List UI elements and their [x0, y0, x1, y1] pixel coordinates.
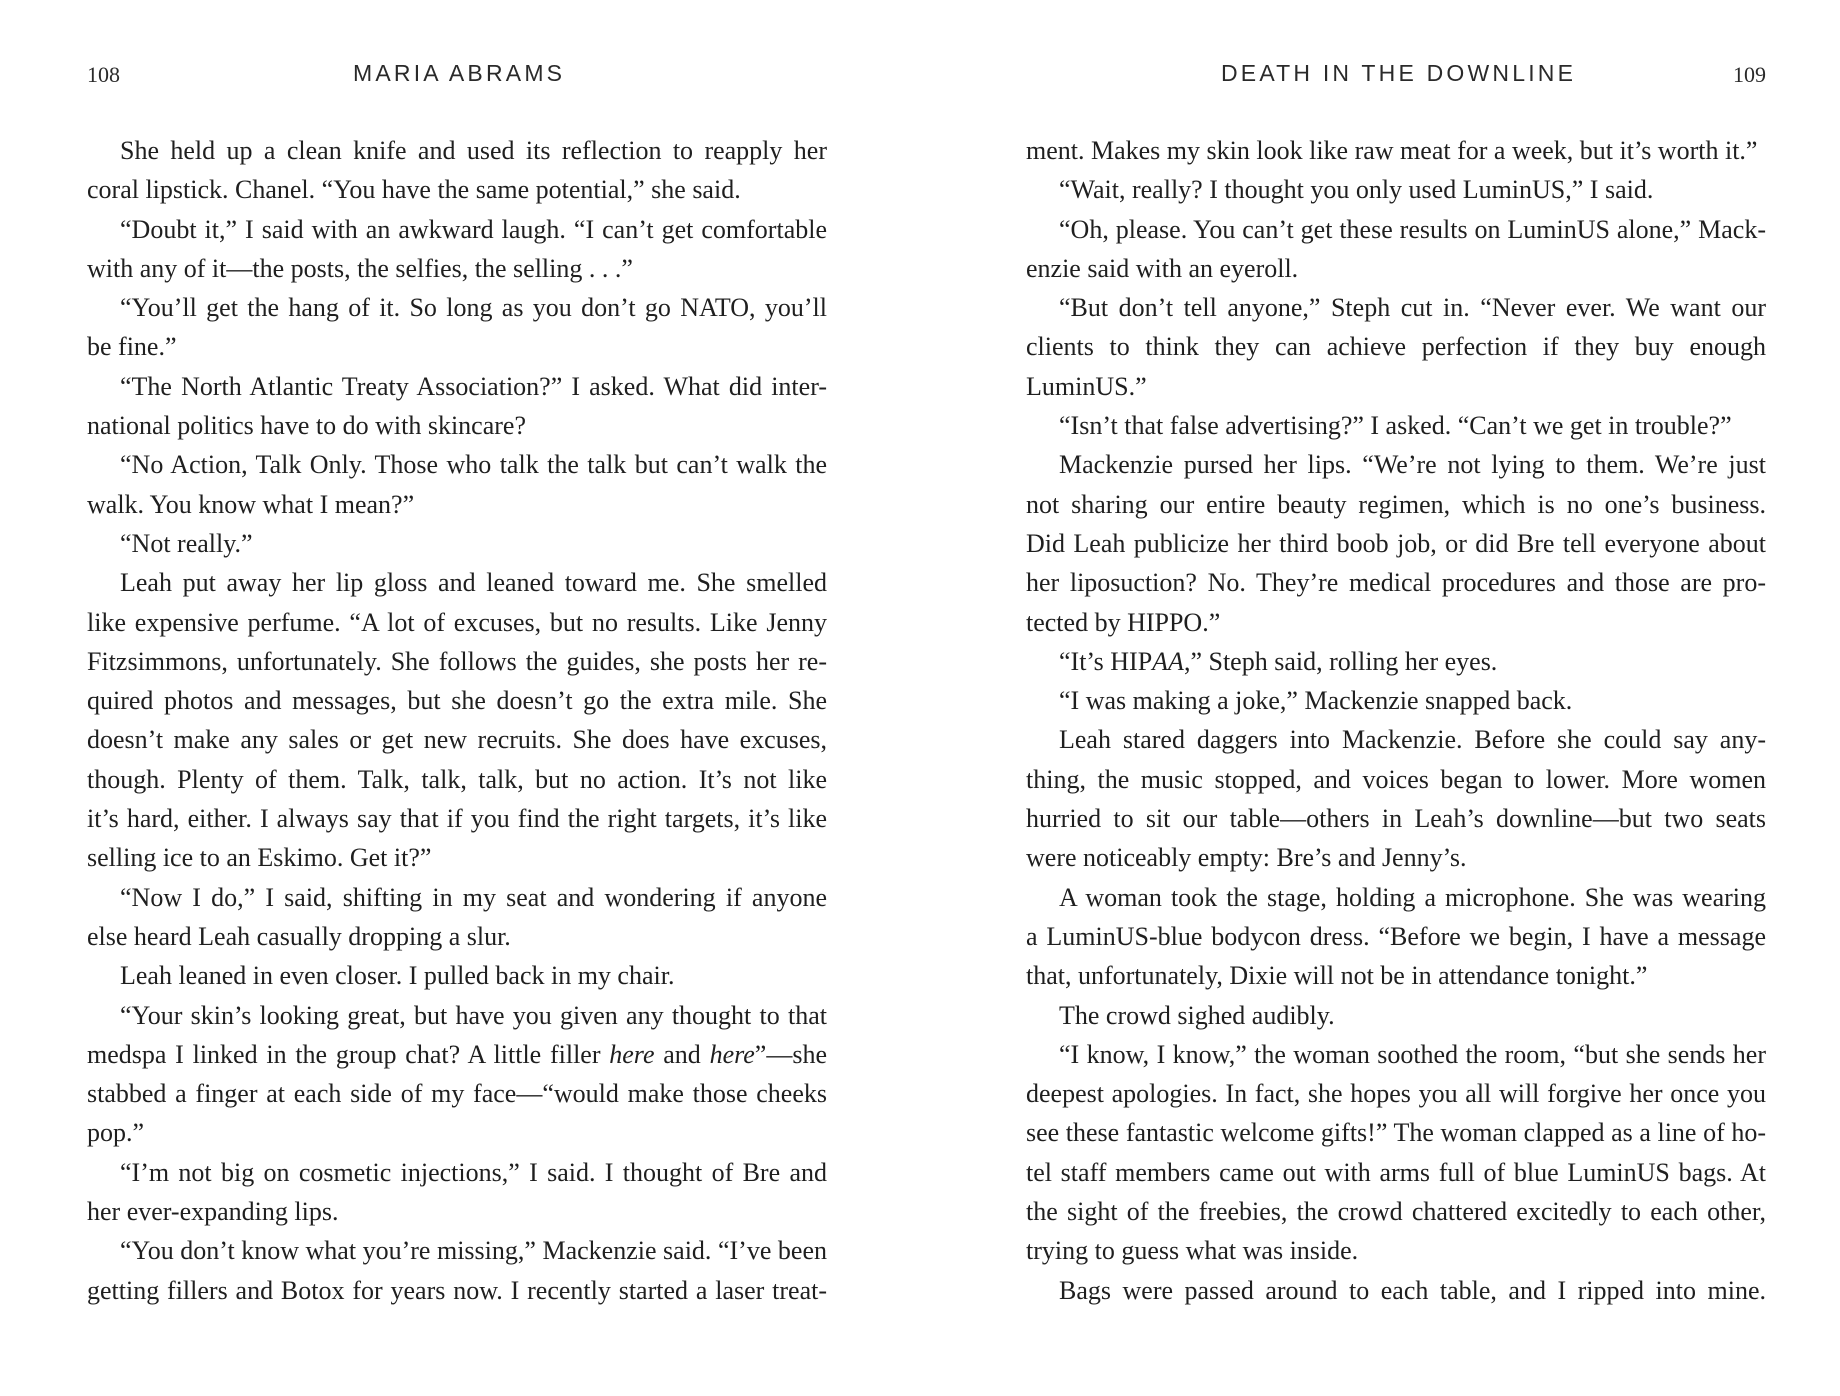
text-line: “I was making a joke,” Mackenzie snapped back. [1059, 686, 1573, 716]
text-line: Did Leah publicize her third boob job, or did Bre tell everyone about [1026, 528, 1766, 558]
text-line: “Isn’t that false advertising?” I asked. “Can’t we get in trouble?” [1059, 411, 1732, 441]
text-line: deepest apologies. In fact, she hopes you all will forgive her once you [1026, 1079, 1766, 1109]
text-line: pop.” [87, 1118, 145, 1148]
text-line: “Oh, please. You can’t get these results on LuminUS alone,” Mack- [1059, 214, 1766, 244]
text-line: with any of it—the posts, the selfies, the selling . . .” [87, 253, 633, 283]
text-line: Leah put away her lip gloss and leaned toward me. She smelled [120, 568, 827, 598]
text-line: see these fantastic welcome gifts!” The woman clapped as a line of ho- [1026, 1118, 1766, 1148]
text-line: “You don’t know what you’re missing,” Mackenzie said. “I’ve been [120, 1236, 827, 1266]
text-line: “Doubt it,” I said with an awkward laugh. “I can’t get comfortable [120, 214, 827, 244]
text-line: tel staff members came out with arms full of blue LuminUS bags. At [1026, 1157, 1766, 1187]
text-line: ment. Makes my skin look like raw meat for a week, but it’s worth it.” [1026, 136, 1758, 165]
text-line: tected by HIPPO.” [1026, 607, 1221, 637]
text-line: selling ice to an Eskimo. Get it?” [87, 843, 432, 873]
line-segment: ”—she [754, 1039, 827, 1069]
author-running-head: MARIA ABRAMS [353, 60, 566, 86]
text-line: Fitzsimmons, unfortunately. She follows the guides, she posts her re- [87, 646, 827, 676]
text-line: Mackenzie pursed her lips. “We’re not lying to them. We’re just [1059, 450, 1766, 480]
text-line: “Your skin’s looking great, but have you given any thought to that [120, 1000, 827, 1030]
text-line: not sharing our entire beauty regimen, which is no one’s business. [1026, 489, 1766, 519]
text-line: were noticeably empty: Bre’s and Jenny’s. [1026, 843, 1467, 873]
left-running-head [87, 56, 827, 96]
right-running-head [1026, 56, 1766, 96]
line-segment: medspa I linked in the group chat? A little filler [87, 1039, 610, 1069]
text-line: “You’ll get the hang of it. So long as you don’t go NATO, you’ll [120, 293, 827, 323]
text-line: “But don’t tell anyone,” Steph cut in. “Never ever. We want our [1059, 293, 1766, 323]
text-line: coral lipstick. Chanel. “You have the same potential,” she said. [87, 175, 741, 205]
text-line: The crowd sighed audibly. [1059, 1000, 1335, 1030]
text-line: Leah leaned in even closer. I pulled back in my chair. [120, 961, 675, 991]
text-line: stabbed a finger at each side of my face—“would make those cheeks [87, 1079, 827, 1109]
text-line: her ever-expanding lips. [87, 1197, 339, 1227]
text-line: that, unfortunately, Dixie will not be in attendance tonight.” [1026, 961, 1648, 991]
text-line: getting fillers and Botox for years now. I recently started a laser treat- [87, 1275, 827, 1305]
text-line: enzie said with an eyeroll. [1026, 253, 1299, 283]
line-segment: “It’s HIP [1059, 646, 1153, 676]
right-body-text [1026, 131, 1766, 1310]
text-line: A woman took the stage, holding a microphone. She was wearing [1059, 882, 1766, 912]
text-line: walk. You know what I mean?” [87, 489, 415, 519]
page-number: 109 [1733, 62, 1766, 87]
text-line: trying to guess what was inside. [1026, 1236, 1359, 1266]
line-segment: ,” Steph said, rolling her eyes. [1183, 646, 1498, 676]
text-line [1026, 642, 1766, 681]
text-line: it’s hard, either. I always say that if you find the right targets, it’s like [87, 804, 827, 834]
italic-emphasis: here [709, 1039, 755, 1069]
text-line: her liposuction? No. They’re medical procedures and those are pro- [1026, 568, 1766, 598]
text-line: “No Action, Talk Only. Those who talk the talk but can’t walk the [120, 450, 827, 480]
text-line: like expensive perfume. “A lot of excuses, but no results. Like Jenny [87, 607, 827, 637]
line-segment: and [654, 1039, 710, 1069]
text-line: a LuminUS-blue bodycon dress. “Before we begin, I have a message [1026, 921, 1766, 951]
text-line: “The North Atlantic Treaty Association?” I asked. What did inter- [120, 371, 827, 401]
page-number: 108 [87, 62, 120, 87]
title-running-head: DEATH IN THE DOWNLINE [1221, 60, 1577, 86]
text-line: be fine.” [87, 332, 177, 362]
text-line: doesn’t make any sales or get new recruits. She does have excuses, [87, 725, 827, 755]
text-line: national politics have to do with skincare? [87, 411, 526, 441]
text-line: the sight of the freebies, the crowd chattered excitedly to each other, [1026, 1197, 1766, 1227]
text-line: She held up a clean knife and used its reflection to reapply her [120, 136, 827, 165]
text-line: “I’m not big on cosmetic injections,” I said. I thought of Bre and [120, 1157, 827, 1187]
text-line: Bags were passed around to each table, and I ripped into mine. [1059, 1275, 1766, 1305]
text-line: though. Plenty of them. Talk, talk, talk, but no action. It’s not like [87, 764, 827, 794]
right-page [1026, 0, 1766, 1396]
text-line: clients to think they can achieve perfection if they buy enough [1026, 332, 1766, 362]
text-line: “I know, I know,” the woman soothed the room, “but she sends her [1059, 1039, 1766, 1069]
left-body-text [87, 131, 827, 1310]
text-line: “Now I do,” I said, shifting in my seat and wondering if anyone [120, 882, 827, 912]
text-line: hurried to sit our table—others in Leah’s downline—but two seats [1026, 804, 1766, 834]
italic-emphasis: here [609, 1039, 655, 1069]
text-line: LuminUS.” [1026, 371, 1147, 401]
text-line: “Not really.” [120, 528, 253, 558]
text-line: thing, the music stopped, and voices began to lower. More women [1026, 764, 1766, 794]
italic-emphasis: AA [1152, 646, 1184, 676]
text-line: Leah stared daggers into Mackenzie. Before she could say any- [1059, 725, 1766, 755]
text-line: “Wait, really? I thought you only used LuminUS,” I said. [1059, 175, 1654, 205]
text-line: else heard Leah casually dropping a slur. [87, 921, 511, 951]
text-line: quired photos and messages, but she doesn’t go the extra mile. She [87, 686, 827, 716]
left-page [87, 0, 827, 1396]
text-line [87, 1035, 827, 1074]
